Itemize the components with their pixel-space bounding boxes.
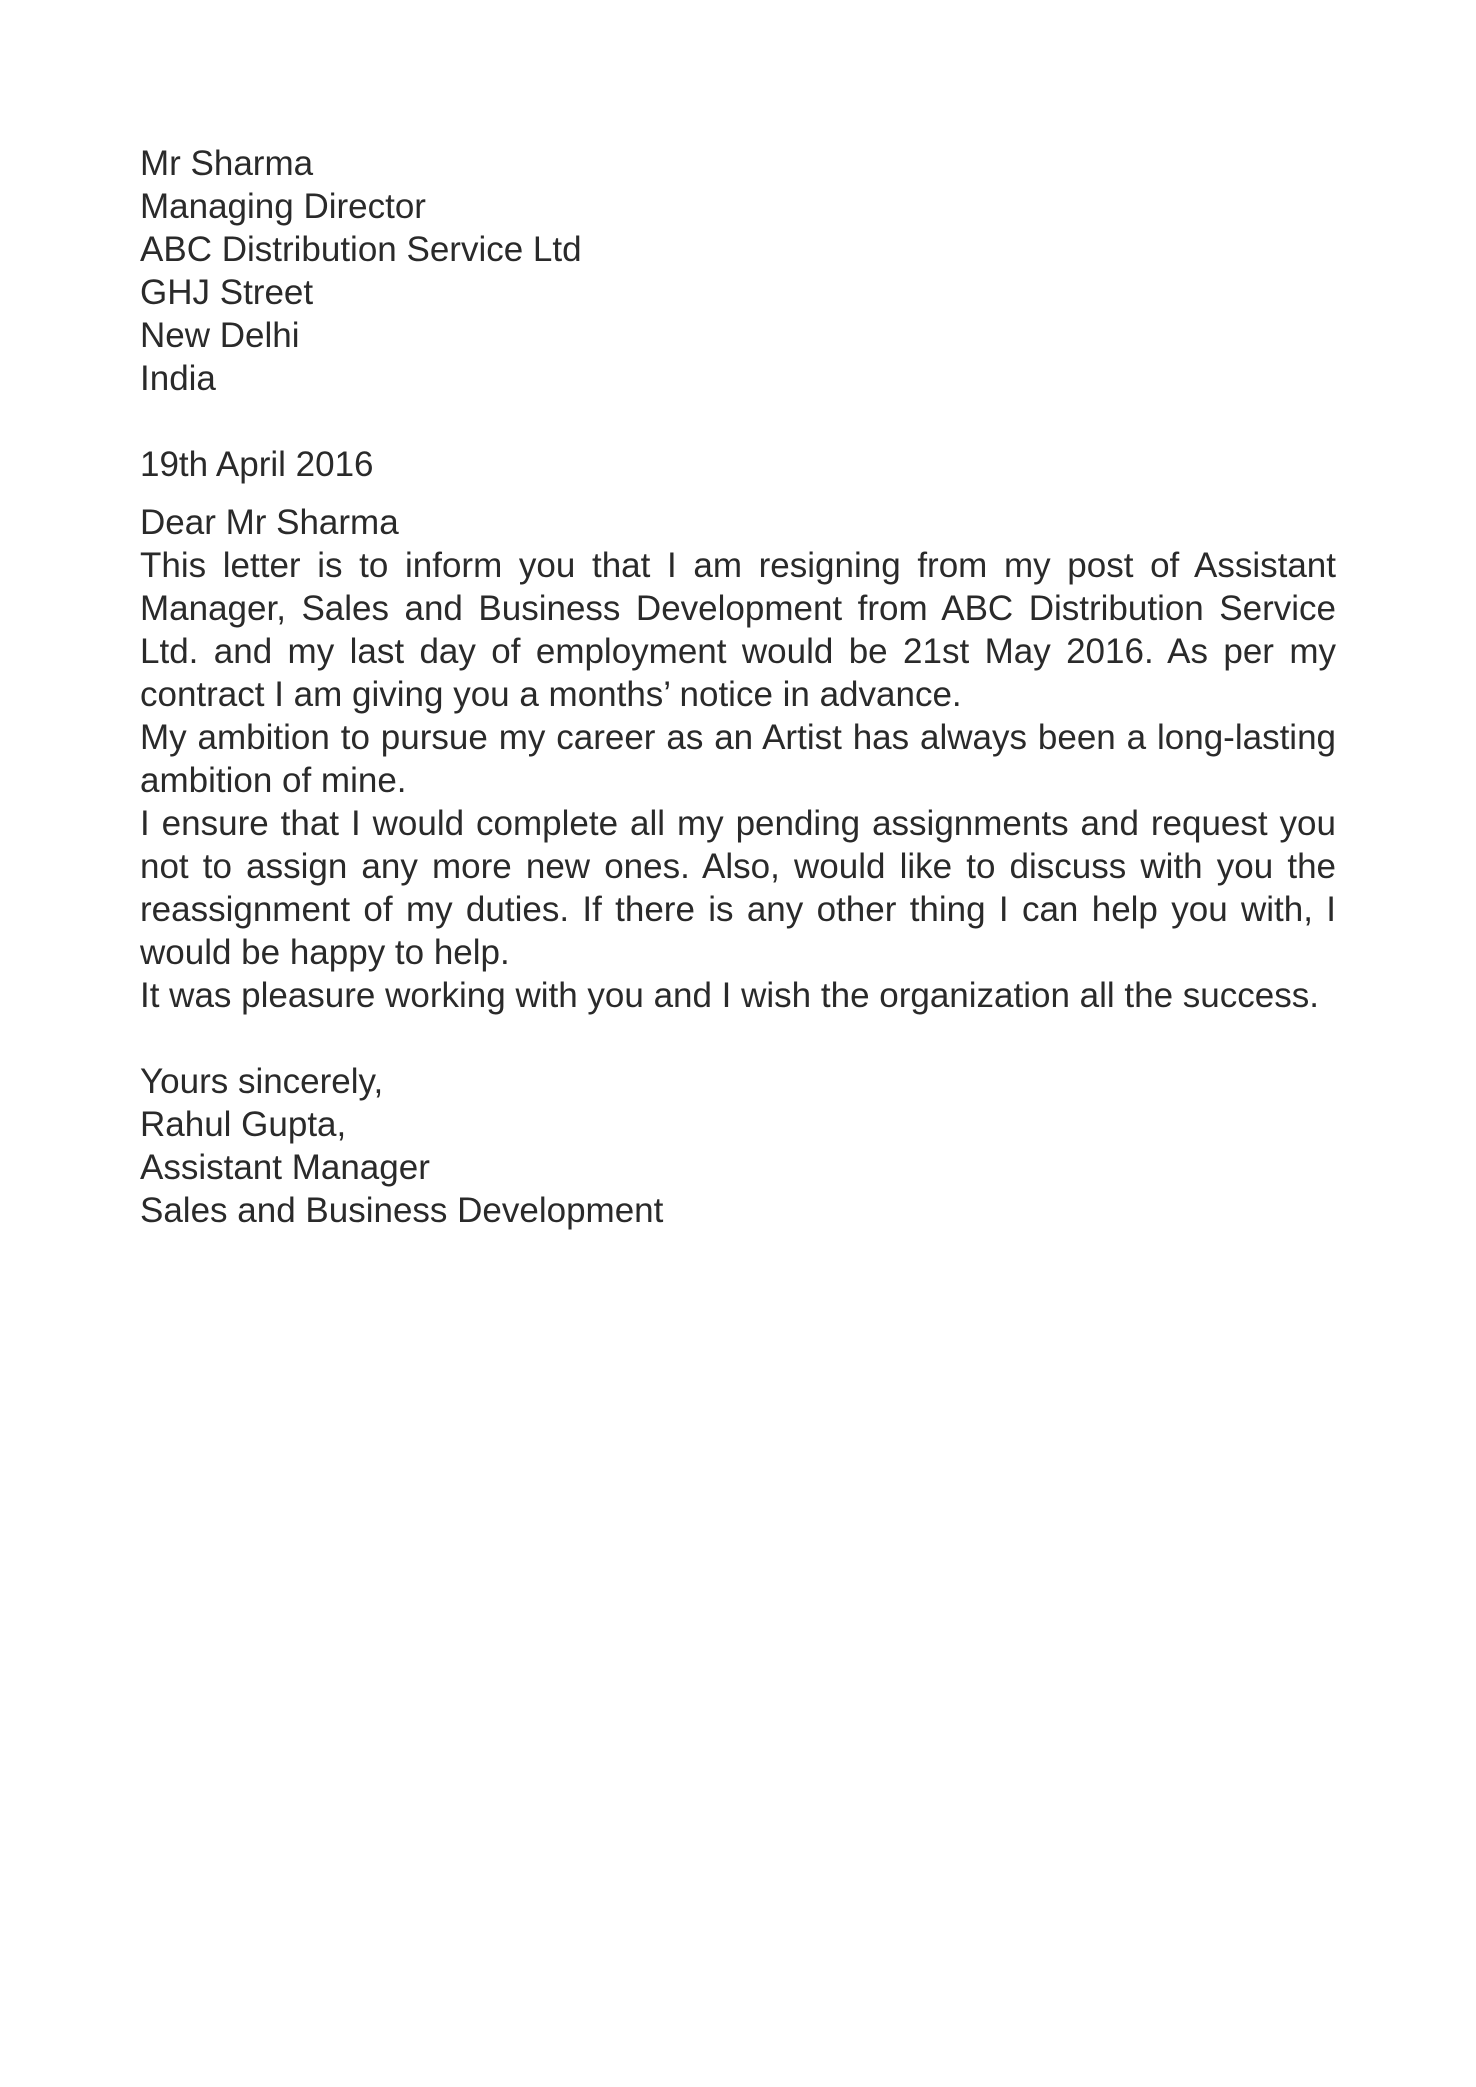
salutation: Dear Mr Sharma: [140, 503, 399, 542]
recipient-title: Managing Director: [140, 187, 426, 226]
recipient-address: [140, 142, 1336, 400]
sender-name: Rahul Gupta,: [140, 1105, 347, 1144]
recipient-country: India: [140, 359, 216, 398]
body-paragraph-4: It was pleasure working with you and I wish the organization all the success.: [140, 976, 1319, 1015]
body-paragraph-1: This letter is to inform you that I am resigning from my post of Assistant Manager, Sales and Business Development from ABC Distribution Service Ltd. and my last day of employment would be 21st May 2016. As per my contract I am giving you a months’ notice in advance.: [140, 546, 1336, 714]
recipient-company: ABC Distribution Service Ltd: [140, 230, 582, 269]
recipient-street: GHJ Street: [140, 273, 314, 312]
letter-date: 19th April 2016: [140, 445, 374, 484]
signoff-block: [140, 1060, 1336, 1232]
recipient-name: Mr Sharma: [140, 144, 314, 183]
closing-phrase: Yours sincerely,: [140, 1062, 384, 1101]
body-paragraph-2: My ambition to pursue my career as an Artist has always been a long-lasting ambition of mine.: [140, 718, 1336, 800]
letter-content: [140, 142, 1336, 1232]
sender-position: Assistant Manager: [140, 1148, 430, 1187]
sender-department: Sales and Business Development: [140, 1191, 664, 1230]
recipient-city: New Delhi: [140, 316, 300, 355]
body-paragraph-3: I ensure that I would complete all my pending assignments and request you not to assign any more new ones. Also, would like to discuss with you the reassignment of my duties. If there is any other thing I can help you with, I would be happy to help.: [140, 804, 1336, 972]
